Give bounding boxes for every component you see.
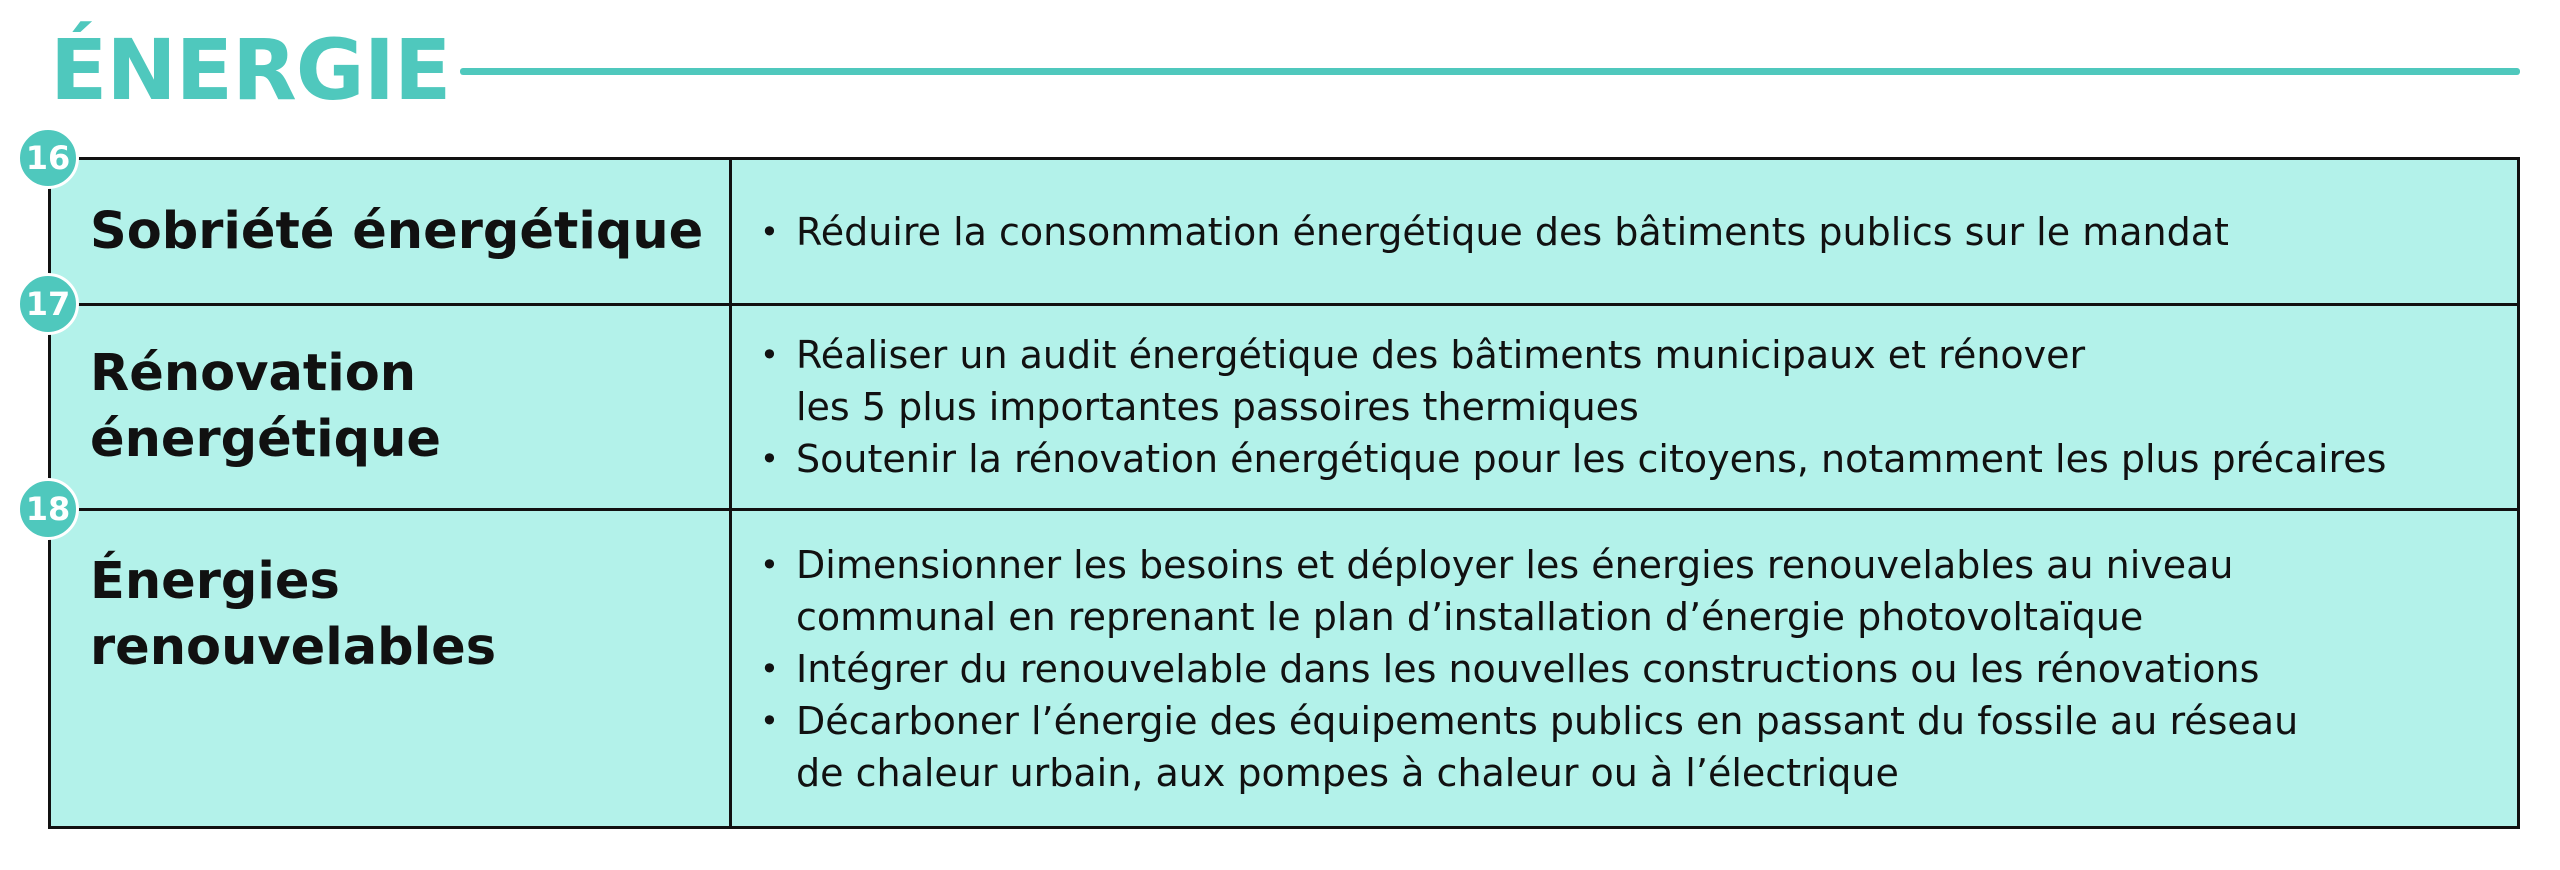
content-cell <box>732 160 2517 303</box>
bullet-list <box>756 329 2497 485</box>
measure-number-badge: 18 <box>17 478 79 540</box>
bullet-item: • Réduire la consommation énergétique des bâtiments publics sur le mandat <box>756 206 2497 258</box>
bullet-item: • Réaliser un audit énergétique des bâtiments municipaux et rénover les 5 plus importantes passoires thermiques <box>756 329 2497 433</box>
table-row <box>25 285 2517 508</box>
label-cell <box>51 160 732 303</box>
bullet-item: • Dimensionner les besoins et déployer les énergies renouvelables au niveau communal en reprenant le plan d’installation d’énergie photovoltaïque <box>756 539 2497 643</box>
title-rule <box>460 68 2520 75</box>
section-title: ÉNERGIE <box>50 21 451 119</box>
table-row <box>25 139 2517 303</box>
bullet-item: • Soutenir la rénovation énergétique pour les citoyens, notamment les plus précaires <box>756 433 2497 485</box>
label-cell <box>51 306 732 508</box>
bullet-item: • Décarboner l’énergie des équipements publics en passant du fossile au réseau de chaleur urbain, aux pompes à chaleur ou à l’électrique <box>756 695 2497 799</box>
bullet-list <box>756 539 2497 799</box>
bullet-list <box>756 206 2497 258</box>
measure-label: Énergies renouvelables <box>90 552 497 677</box>
measure-number-badge: 16 <box>17 127 79 189</box>
content-cell <box>732 511 2517 826</box>
content-cell <box>732 306 2517 508</box>
label-cell <box>51 511 732 826</box>
bullet-item: • Intégrer du renouvelable dans les nouvelles constructions ou les rénovations <box>756 643 2497 695</box>
section-header <box>50 18 2520 128</box>
measure-number-badge: 17 <box>17 273 79 335</box>
table-row <box>25 490 2517 826</box>
measure-label: Sobriété énergétique <box>90 201 704 261</box>
measures-table <box>25 139 2520 829</box>
measure-label: Rénovation énergétique <box>90 344 441 469</box>
